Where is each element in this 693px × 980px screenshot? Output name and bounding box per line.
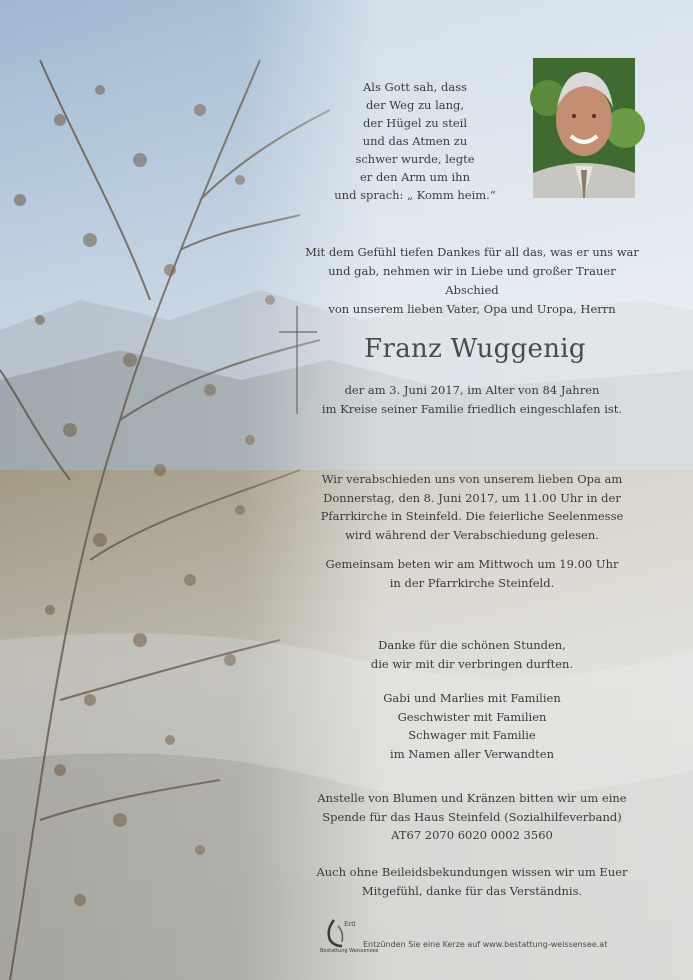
farewell-text bbox=[302, 470, 642, 544]
closing-text bbox=[302, 863, 642, 900]
poem-line: schwer wurde, legte bbox=[355, 152, 475, 166]
prayer-line: in der Pfarrkirche Steinfeld. bbox=[389, 575, 555, 590]
mourner-line: Gabi und Marlies mit Familien bbox=[383, 691, 561, 705]
thanks-line: Danke für die schönen Stunden, bbox=[378, 638, 566, 652]
details-line: im Kreise seiner Familie friedlich eingeschlafen ist. bbox=[321, 401, 623, 416]
farewell-line: Pfarrkirche in Steinfeld. Die feierliche Seelenmesse bbox=[320, 509, 624, 523]
donation-line: AT67 2070 6020 0002 3560 bbox=[391, 828, 553, 842]
donation-line: Anstelle von Blumen und Kränzen bitten wir um eine bbox=[317, 791, 627, 805]
mourner-line: im Namen aller Verwandten bbox=[390, 746, 554, 761]
intro-line: von unserem lieben Vater, Opa und Uropa, Herrn bbox=[328, 302, 616, 316]
death-details bbox=[302, 381, 642, 418]
farewell-line: Wir verabschieden uns von unserem lieben Opa am bbox=[321, 472, 623, 486]
poem-line: der Hügel zu steil bbox=[362, 116, 468, 130]
mourner-line: Geschwister mit Familien bbox=[397, 709, 547, 724]
logo-text-top: Ertl bbox=[344, 921, 356, 928]
thanks-text bbox=[302, 636, 642, 673]
poem bbox=[330, 78, 500, 204]
undertaker-logo-icon bbox=[320, 916, 379, 954]
poem-line: und sprach: „ Komm heim.“ bbox=[334, 188, 496, 202]
intro-text bbox=[302, 243, 642, 319]
donation-text bbox=[302, 789, 642, 845]
poem-line: der Weg zu lang, bbox=[365, 98, 465, 112]
intro-line: Mit dem Gefühl tiefen Dankes für all das, was er uns war bbox=[305, 245, 639, 259]
poem-line: Als Gott sah, dass bbox=[362, 80, 468, 94]
mourners-list bbox=[302, 689, 642, 763]
farewell-line: Donnerstag, den 8. Juni 2017, um 11.00 Uhr in der bbox=[323, 490, 621, 505]
details-line: der am 3. Juni 2017, im Alter von 84 Jahren bbox=[344, 383, 600, 397]
donation-line: Spende für das Haus Steinfeld (Sozialhilfeverband) bbox=[322, 809, 622, 824]
mourner-line: Schwager mit Familie bbox=[408, 728, 536, 742]
candle-link-text[interactable]: Entzünden Sie eine Kerze auf www.bestattung-weissensee.at bbox=[363, 940, 608, 949]
farewell-line: wird während der Verabschiedung gelesen. bbox=[345, 527, 599, 542]
deceased-name: Franz Wuggenig bbox=[364, 334, 586, 364]
portrait-photo bbox=[533, 58, 635, 198]
prayer-line: Gemeinsam beten wir am Mittwoch um 19.00 Uhr bbox=[325, 557, 619, 571]
intro-line: und gab, nehmen wir in Liebe und großer Trauer Abschied bbox=[328, 264, 616, 297]
poem-line: und das Atmen zu bbox=[362, 134, 468, 148]
thanks-line: die wir mit dir verbringen durften. bbox=[370, 656, 574, 671]
logo-text: Bestattung Weissensee bbox=[320, 948, 379, 954]
closing-line: Mitgefühl, danke für das Verständnis. bbox=[361, 883, 583, 898]
closing-line: Auch ohne Beileidsbekundungen wissen wir um Euer bbox=[316, 865, 628, 879]
poem-line: er den Arm um ihn bbox=[359, 170, 470, 184]
prayer-text bbox=[302, 555, 642, 592]
footer bbox=[320, 914, 660, 954]
